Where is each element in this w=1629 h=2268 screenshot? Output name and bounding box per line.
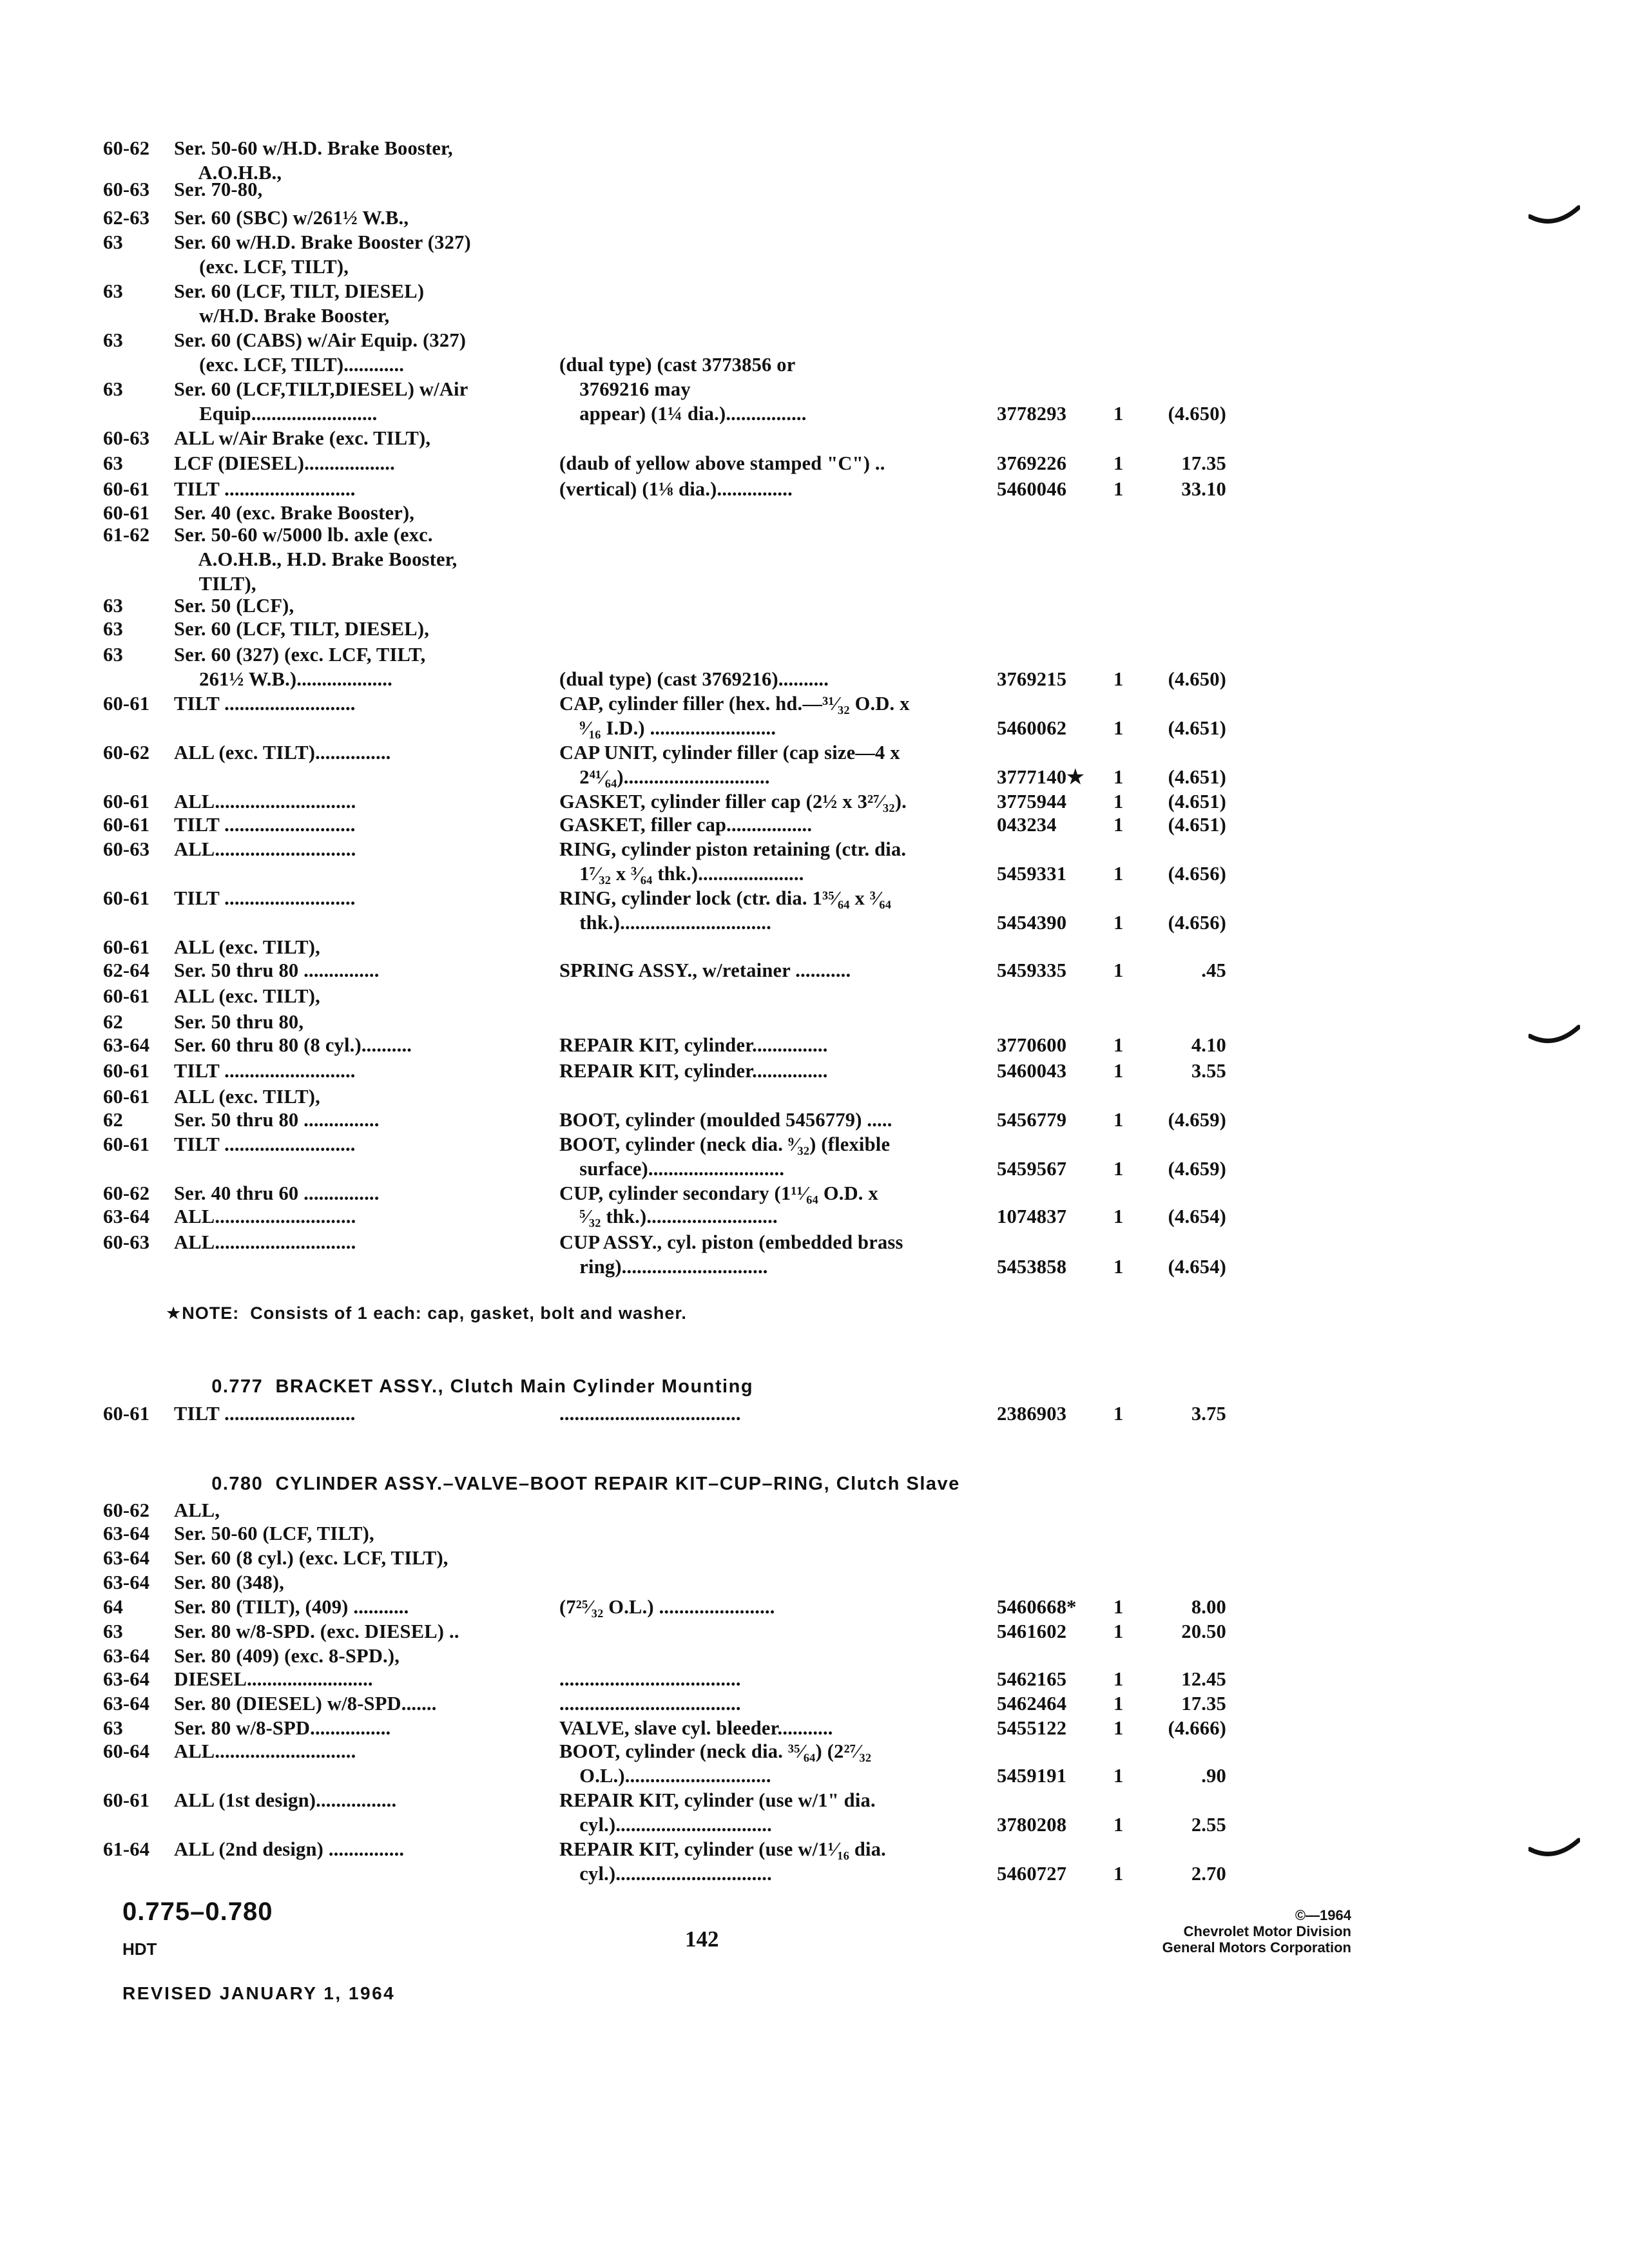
price: 3.55 [1191, 1060, 1226, 1082]
part-description: REPAIR KIT, cylinder............... [559, 1034, 828, 1056]
price: 33.10 [1181, 478, 1226, 500]
copyright-notice: ©—1964 Chevrolet Motor Division General Motors Corporation [1162, 1907, 1351, 1956]
model-years: 60-62 [103, 742, 150, 764]
price: (4.659) [1168, 1109, 1226, 1131]
application: Ser. 40 thru 60 ............... [174, 1182, 380, 1204]
model-years: 62-63 [103, 207, 150, 229]
price: 3.75 [1191, 1403, 1226, 1425]
application: ALL (exc. TILT)............... [174, 742, 391, 764]
model-years: 63-64 [103, 1693, 150, 1715]
part-number: 3769215 [997, 668, 1067, 690]
part-description: REPAIR KIT, cylinder (use w/1¹⁄₁₆ dia. cyl.)............................... [559, 1838, 886, 1885]
quantity: 1 [1113, 1060, 1124, 1082]
application: ALL (exc. TILT), [174, 1086, 320, 1108]
price: (4.651) [1168, 766, 1226, 788]
part-description: REPAIR KIT, cylinder (use w/1" dia. cyl.)............................... [559, 1789, 876, 1836]
price: 17.35 [1181, 1693, 1226, 1715]
binder-mark [1528, 1024, 1580, 1050]
application: TILT .......................... [174, 1403, 356, 1425]
price: (4.651) [1168, 814, 1226, 836]
part-number: 5459191 [997, 1765, 1067, 1787]
table-row [0, 1837, 1629, 1883]
part-number: 5462165 [997, 1668, 1067, 1690]
footnote: ★NOTE: Consists of 1 each: cap, gasket, bolt and washer. [166, 1303, 687, 1323]
model-years: 63 [103, 280, 123, 302]
application: TILT .......................... [174, 1060, 356, 1082]
quantity: 1 [1113, 478, 1124, 500]
quantity: 1 [1113, 912, 1124, 934]
part-description: VALVE, slave cyl. bleeder........... [559, 1717, 833, 1739]
application: ALL (2nd design) ............... [174, 1838, 405, 1860]
price: 2.55 [1191, 1814, 1226, 1836]
price: (4.656) [1168, 912, 1226, 934]
part-number: 5459335 [997, 959, 1067, 981]
part-description: ⁵⁄₃₂ thk.).......................... [559, 1206, 778, 1227]
price: .90 [1201, 1765, 1226, 1787]
application: TILT .......................... [174, 478, 356, 500]
part-description: GASKET, cylinder filler cap (2½ x 3²⁷⁄₃₂). [559, 791, 907, 812]
quantity: 1 [1113, 1034, 1124, 1056]
application: TILT .......................... [174, 814, 356, 836]
model-years: 62 [103, 1109, 123, 1131]
quantity: 1 [1113, 791, 1124, 812]
quantity: 1 [1113, 1717, 1124, 1739]
part-description: 3769216 may appear) (1¼ dia.)................ [579, 378, 807, 425]
part-number: 5459331 [997, 863, 1067, 885]
model-years: 63 [103, 329, 123, 351]
part-description: CAP, cylinder filler (hex. hd.—³¹⁄₃₂ O.D. x ⁹⁄₁₆ I.D.) ......................... [559, 693, 910, 739]
page-number: 142 [685, 1927, 719, 1952]
quantity: 1 [1113, 1668, 1124, 1690]
quantity: 1 [1113, 1206, 1124, 1227]
model-years: 60-61 [103, 1403, 150, 1425]
binder-mark [1528, 1838, 1580, 1863]
application: Ser. 80 (409) (exc. 8-SPD.), [174, 1645, 400, 1667]
quantity: 1 [1113, 959, 1124, 981]
table-row [0, 136, 1629, 182]
application: ALL............................ [174, 1740, 356, 1762]
part-description: GASKET, filler cap................. [559, 814, 813, 836]
table-row [0, 1788, 1629, 1834]
application: Ser. 60 (327) (exc. LCF, TILT, 261½ W.B.)................... [174, 644, 426, 690]
part-description: CAP UNIT, cylinder filler (cap size—4 x 2⁴¹⁄₆₄)............................. [559, 742, 900, 788]
part-number: 1074837 [997, 1206, 1067, 1227]
model-years: 60-61 [103, 1060, 150, 1082]
application: ALL............................ [174, 838, 356, 860]
binder-mark [1528, 205, 1580, 231]
part-description: (vertical) (1⅛ dia.)............... [559, 478, 793, 500]
section-title: CYLINDER ASSY.–VALVE–BOOT REPAIR KIT–CUP–RING, Clutch Slave [275, 1474, 960, 1494]
application: ALL w/Air Brake (exc. TILT), [174, 427, 431, 449]
application: Ser. 60 (SBC) w/261½ W.B., [174, 207, 409, 229]
price: (4.654) [1168, 1256, 1226, 1278]
quantity: 1 [1113, 1765, 1124, 1787]
application: ALL (exc. TILT), [174, 985, 320, 1007]
table-row [0, 377, 1629, 423]
application: ALL............................ [174, 1206, 356, 1227]
table-row [0, 328, 1629, 374]
model-years: 60-63 [103, 427, 150, 449]
application: ALL............................ [174, 1231, 356, 1253]
application: Ser. 60 w/H.D. Brake Booster (327) (exc. LCF, TILT), [174, 231, 471, 278]
application: ALL, [174, 1499, 220, 1521]
model-years: 60-61 [103, 814, 150, 836]
model-years: 63 [103, 1717, 123, 1739]
model-years: 63-64 [103, 1645, 150, 1667]
section-code: 0.780 [211, 1474, 264, 1494]
part-number: 3770600 [997, 1034, 1067, 1056]
application: Ser. 80 (348), [174, 1571, 285, 1593]
model-years: 63 [103, 378, 123, 400]
price: (4.656) [1168, 863, 1226, 885]
part-number: 5460046 [997, 478, 1067, 500]
model-years: 60-62 [103, 1182, 150, 1204]
part-number: 043234 [997, 814, 1057, 836]
table-row [0, 230, 1629, 276]
price: 12.45 [1181, 1668, 1226, 1690]
price: 8.00 [1191, 1596, 1226, 1618]
part-number: 5460727 [997, 1863, 1067, 1885]
price: .45 [1201, 959, 1226, 981]
application: ALL............................ [174, 791, 356, 812]
quantity: 1 [1113, 452, 1124, 474]
part-description: .................................... [559, 1403, 741, 1425]
part-number: 3778293 [997, 403, 1067, 425]
price: (4.654) [1168, 1206, 1226, 1227]
part-number: 2386903 [997, 1403, 1067, 1425]
quantity: 1 [1113, 403, 1124, 425]
application: Ser. 80 w/8-SPD................ [174, 1717, 391, 1739]
quantity: 1 [1113, 1109, 1124, 1131]
model-years: 60-63 [103, 1231, 150, 1253]
model-years: 63-64 [103, 1206, 150, 1227]
application: Ser. 60 (LCF, TILT, DIESEL), [174, 618, 430, 640]
price: 20.50 [1181, 1620, 1226, 1642]
part-number: 3769226 [997, 452, 1067, 474]
part-description: .................................... [559, 1668, 741, 1690]
part-description: (dual type) (cast 3773856 or [559, 354, 796, 376]
application: Ser. 80 (TILT), (409) ........... [174, 1596, 409, 1618]
price: 17.35 [1181, 452, 1226, 474]
revision-date: REVISED JANUARY 1, 1964 [122, 1983, 396, 2003]
application: Ser. 80 (DIESEL) w/8-SPD....... [174, 1693, 437, 1715]
model-years: 63-64 [103, 1034, 150, 1056]
quantity: 1 [1113, 814, 1124, 836]
table-row [0, 642, 1629, 689]
application: Ser. 60 (LCF, TILT, DIESEL) w/H.D. Brake Booster, [174, 280, 425, 327]
model-years: 61-62 [103, 524, 150, 546]
model-years: 62-64 [103, 959, 150, 981]
model-years: 60-63 [103, 838, 150, 860]
part-number: 3780208 [997, 1814, 1067, 1836]
quantity: 1 [1113, 766, 1124, 788]
part-number: 5462464 [997, 1693, 1067, 1715]
model-years: 63 [103, 231, 123, 253]
model-years: 60-61 [103, 1789, 150, 1811]
application: DIESEL......................... [174, 1668, 373, 1690]
model-years: 60-61 [103, 693, 150, 715]
model-years: 60-61 [103, 1133, 150, 1155]
part-description: .................................... [559, 1693, 741, 1715]
price: 4.10 [1191, 1034, 1226, 1056]
model-years: 60-62 [103, 137, 150, 159]
model-years: 63-64 [103, 1523, 150, 1544]
quantity: 1 [1113, 668, 1124, 690]
price: (4.650) [1168, 668, 1226, 690]
part-number: 5454390 [997, 912, 1067, 934]
part-number: 5460062 [997, 717, 1067, 739]
application: ALL (exc. TILT), [174, 936, 320, 958]
application: Ser. 50-60 w/5000 lb. axle (exc. A.O.H.B., H.D. Brake Booster, TILT), [174, 524, 458, 595]
part-number: 5459567 [997, 1158, 1067, 1180]
part-description: CUP ASSY., cyl. piston (embedded brass ring)............................. [559, 1231, 903, 1278]
part-number: 3775944 [997, 791, 1067, 812]
application: Ser. 50 thru 80 ............... [174, 1109, 380, 1131]
table-row [0, 1132, 1629, 1178]
table-row [0, 523, 1629, 595]
part-number: 5453858 [997, 1256, 1067, 1278]
application: Ser. 50-60 (LCF, TILT), [174, 1523, 374, 1544]
part-description: BOOT, cylinder (moulded 5456779) ..... [559, 1109, 892, 1131]
part-number: 5460668* [997, 1596, 1077, 1618]
model-years: 60-61 [103, 887, 150, 909]
application: Ser. 50 thru 80 ............... [174, 959, 380, 981]
quantity: 1 [1113, 1693, 1124, 1715]
model-years: 60-62 [103, 1499, 150, 1521]
model-years: 63-64 [103, 1571, 150, 1593]
table-row [0, 886, 1629, 932]
section-code: 0.777 [211, 1376, 264, 1397]
model-years: 60-61 [103, 791, 150, 812]
application: Ser. 50 (LCF), [174, 595, 294, 617]
quantity: 1 [1113, 1256, 1124, 1278]
part-number: 5460043 [997, 1060, 1067, 1082]
application: Ser. 60 thru 80 (8 cyl.).......... [174, 1034, 412, 1056]
part-description: RING, cylinder lock (ctr. dia. 1³⁵⁄₆₄ x ³⁄₆₄ thk.).............................. [559, 887, 892, 934]
application: TILT .......................... [174, 693, 356, 715]
quantity: 1 [1113, 1403, 1124, 1425]
model-years: 62 [103, 1011, 123, 1033]
table-row [0, 279, 1629, 325]
part-number: 3777140★ [997, 766, 1084, 788]
table-row [0, 1401, 1629, 1448]
table-row [0, 1739, 1629, 1785]
table-row [0, 1230, 1629, 1276]
part-description: (dual type) (cast 3769216).......... [559, 668, 829, 690]
price: 2.70 [1191, 1863, 1226, 1885]
quantity: 1 [1113, 717, 1124, 739]
model-years: 60-61 [103, 1086, 150, 1108]
part-description: REPAIR KIT, cylinder............... [559, 1060, 828, 1082]
model-years: 60-64 [103, 1740, 150, 1762]
model-years: 63 [103, 452, 123, 474]
application: Ser. 60 (LCF,TILT,DIESEL) w/Air Equip......................... [174, 378, 468, 425]
part-number: 5455122 [997, 1717, 1067, 1739]
model-years: 63-64 [103, 1547, 150, 1569]
application: Ser. 60 (8 cyl.) (exc. LCF, TILT), [174, 1547, 448, 1569]
price: (4.659) [1168, 1158, 1226, 1180]
part-description: (7²⁵⁄₃₂ O.L.) ....................... [559, 1596, 775, 1618]
price: (4.650) [1168, 403, 1226, 425]
model-years: 60-63 [103, 178, 150, 200]
price: (4.651) [1168, 791, 1226, 812]
model-years: 63 [103, 1620, 123, 1642]
model-years: 60-61 [103, 985, 150, 1007]
part-number: 5456779 [997, 1109, 1067, 1131]
part-description: BOOT, cylinder (neck dia. ⁹⁄₃₂) (flexible surface)........................... [559, 1133, 891, 1180]
hdt-label: HDT [122, 1939, 157, 1959]
model-years: 64 [103, 1596, 123, 1618]
section-title: BRACKET ASSY., Clutch Main Cylinder Mounting [275, 1376, 754, 1397]
part-description: SPRING ASSY., w/retainer ........... [559, 959, 851, 981]
model-years: 60-61 [103, 502, 150, 524]
part-description: CUP, cylinder secondary (1¹¹⁄₆₄ O.D. x [559, 1182, 878, 1204]
model-years: 63-64 [103, 1668, 150, 1690]
application: Ser. 70-80, [174, 178, 263, 200]
model-years: 60-61 [103, 478, 150, 500]
quantity: 1 [1113, 1814, 1124, 1836]
model-years: 63 [103, 595, 123, 617]
model-years: 63 [103, 618, 123, 640]
application: TILT .......................... [174, 1133, 356, 1155]
model-years: 63 [103, 644, 123, 666]
quantity: 1 [1113, 1863, 1124, 1885]
application: Ser. 60 (CABS) w/Air Equip. (327) (exc. LCF, TILT)............ [174, 329, 467, 376]
quantity: 1 [1113, 863, 1124, 885]
price: (4.666) [1168, 1717, 1226, 1739]
application: ALL (1st design)................ [174, 1789, 397, 1811]
part-description: (daub of yellow above stamped "C") .. [559, 452, 885, 474]
quantity: 1 [1113, 1620, 1124, 1642]
application: TILT .......................... [174, 887, 356, 909]
application: Ser. 40 (exc. Brake Booster), [174, 502, 415, 524]
part-description: RING, cylinder piston retaining (ctr. dia. 1⁷⁄₃₂ x ³⁄₆₄ thk.)..................... [559, 838, 907, 885]
quantity: 1 [1113, 1158, 1124, 1180]
application: Ser. 50 thru 80, [174, 1011, 304, 1033]
model-years: 60-61 [103, 936, 150, 958]
table-row [0, 691, 1629, 738]
part-description: BOOT, cylinder (neck dia. ³⁵⁄₆₄) (2²⁷⁄₃₂ O.L.)............................. [559, 1740, 872, 1787]
table-row [0, 837, 1629, 883]
application: LCF (DIESEL).................. [174, 452, 395, 474]
quantity: 1 [1113, 1596, 1124, 1618]
section-range: 0.775–0.780 [122, 1898, 273, 1926]
model-years: 61-64 [103, 1838, 150, 1860]
application: Ser. 50-60 w/H.D. Brake Booster, A.O.H.B., [174, 137, 453, 184]
application: Ser. 80 w/8-SPD. (exc. DIESEL) .. [174, 1620, 459, 1642]
table-row [0, 740, 1629, 787]
price: (4.651) [1168, 717, 1226, 739]
part-number: 5461602 [997, 1620, 1067, 1642]
